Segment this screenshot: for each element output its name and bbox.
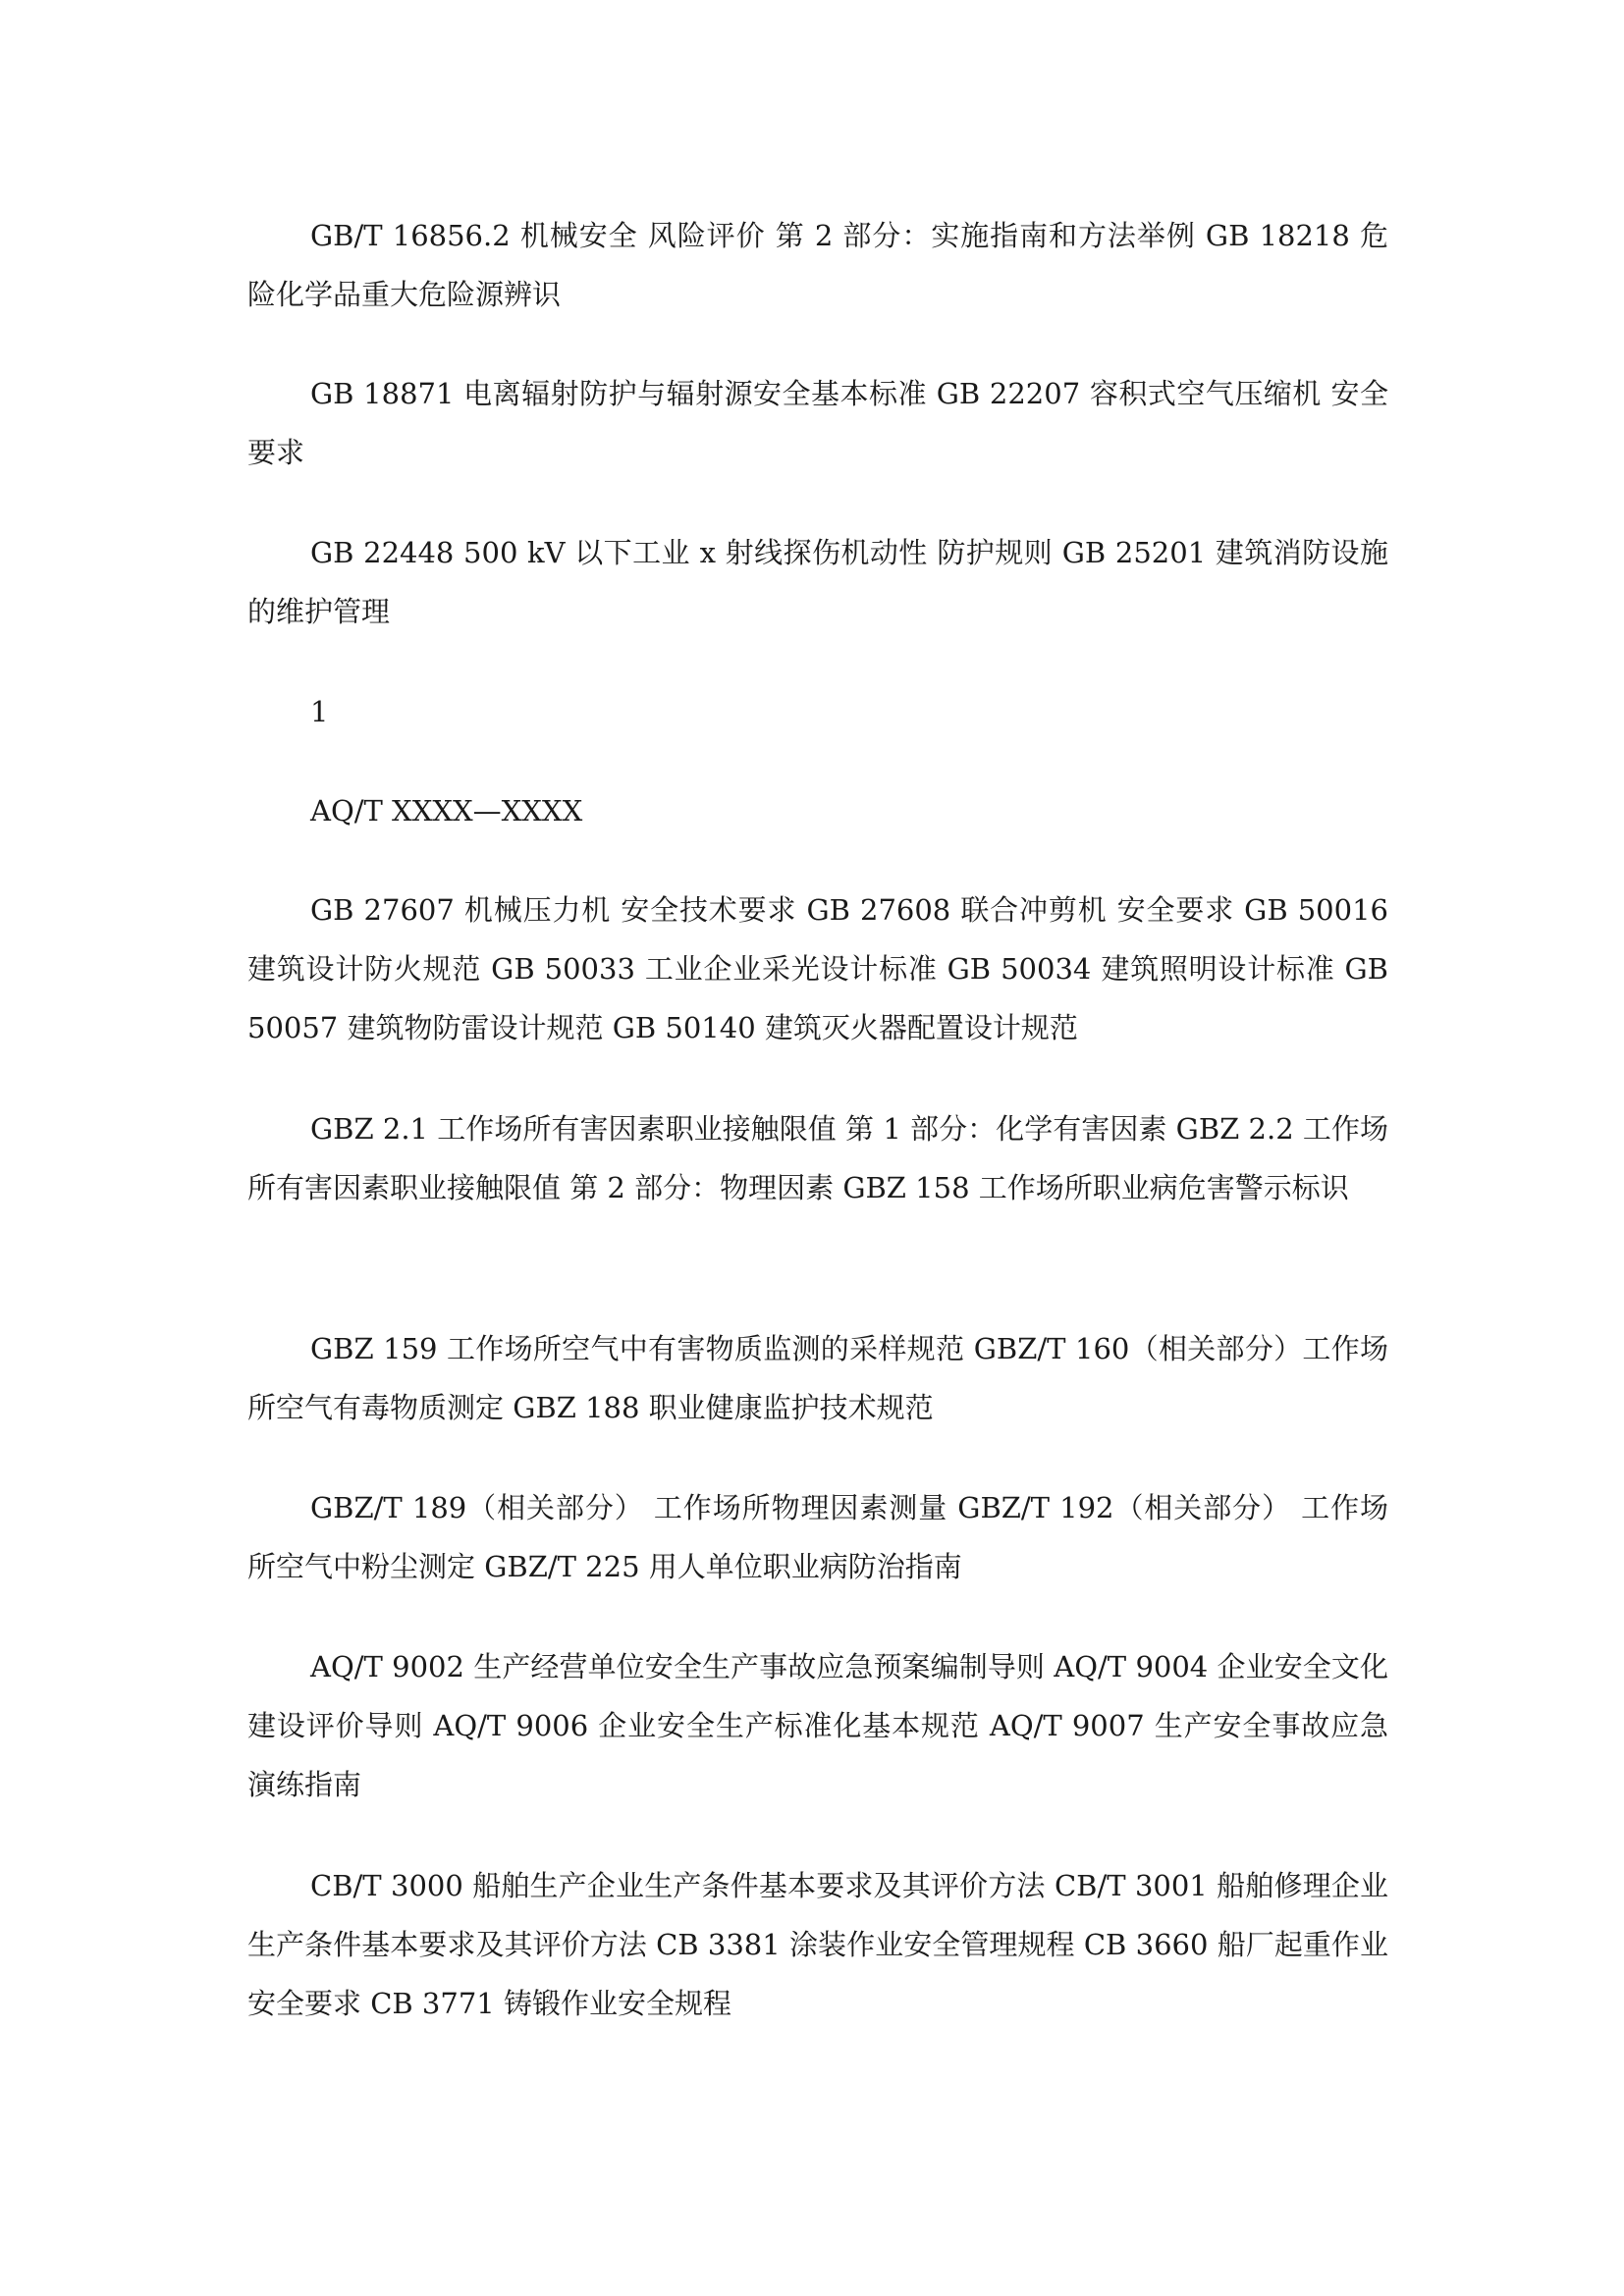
reference-paragraph: GB 27607 机械压力机 安全技术要求 GB 27608 联合冲剪机 安全要求 GB 50016 建筑设计防火规范 GB 50033 工业企业采光设计标准 GB 50034 建筑照明设计标准 GB 50057 建筑物防雷设计规范 GB 50140 建筑灭火器配置设计规范 — [247, 893, 1388, 1044]
reference-paragraph: GBZ 2.1 工作场所有害因素职业接触限值 第 1 部分：化学有害因素 GBZ 2.2 工作场所有害因素职业接触限值 第 2 部分：物理因素 GBZ 158 工作场所职业病危害警示标识 — [247, 1112, 1388, 1204]
reference-paragraph: GB 18871 电离辐射防护与辐射源安全基本标准 GB 22207 容积式空气压缩机 安全要求 — [247, 377, 1388, 469]
page-number: 1 — [310, 695, 329, 728]
reference-paragraph: GB/T 16856.2 机械安全 风险评价 第 2 部分：实施指南和方法举例 GB 18218 危险化学品重大危险源辨识 — [247, 219, 1388, 311]
standard-code-header: AQ/T XXXX—XXXX — [310, 794, 583, 828]
reference-paragraph: GB 22448 500 kV 以下工业 x 射线探伤机动性 防护规则 GB 25201 建筑消防设施的维护管理 — [247, 536, 1388, 628]
reference-paragraph: CB/T 3000 船舶生产企业生产条件基本要求及其评价方法 CB/T 3001 船舶修理企业生产条件基本要求及其评价方法 CB 3381 涂装作业安全管理规程 CB 3660 船厂起重作业安全要求 CB 3771 铸锻作业安全规程 — [247, 1869, 1388, 2020]
reference-paragraph: GBZ 159 工作场所空气中有害物质监测的采样规范 GBZ/T 160（相关部分）工作场所空气有毒物质测定 GBZ 188 职业健康监护技术规范 — [247, 1332, 1388, 1424]
reference-paragraph: AQ/T 9002 生产经营单位安全生产事故应急预案编制导则 AQ/T 9004 企业安全文化建设评价导则 AQ/T 9006 企业安全生产标准化基本规范 AQ/T 9007 生产安全事故应急演练指南 — [247, 1650, 1388, 1801]
reference-paragraph: GBZ/T 189（相关部分） 工作场所物理因素测量 GBZ/T 192（相关部分） 工作场所空气中粉尘测定 GBZ/T 225 用人单位职业病防治指南 — [247, 1491, 1388, 1583]
